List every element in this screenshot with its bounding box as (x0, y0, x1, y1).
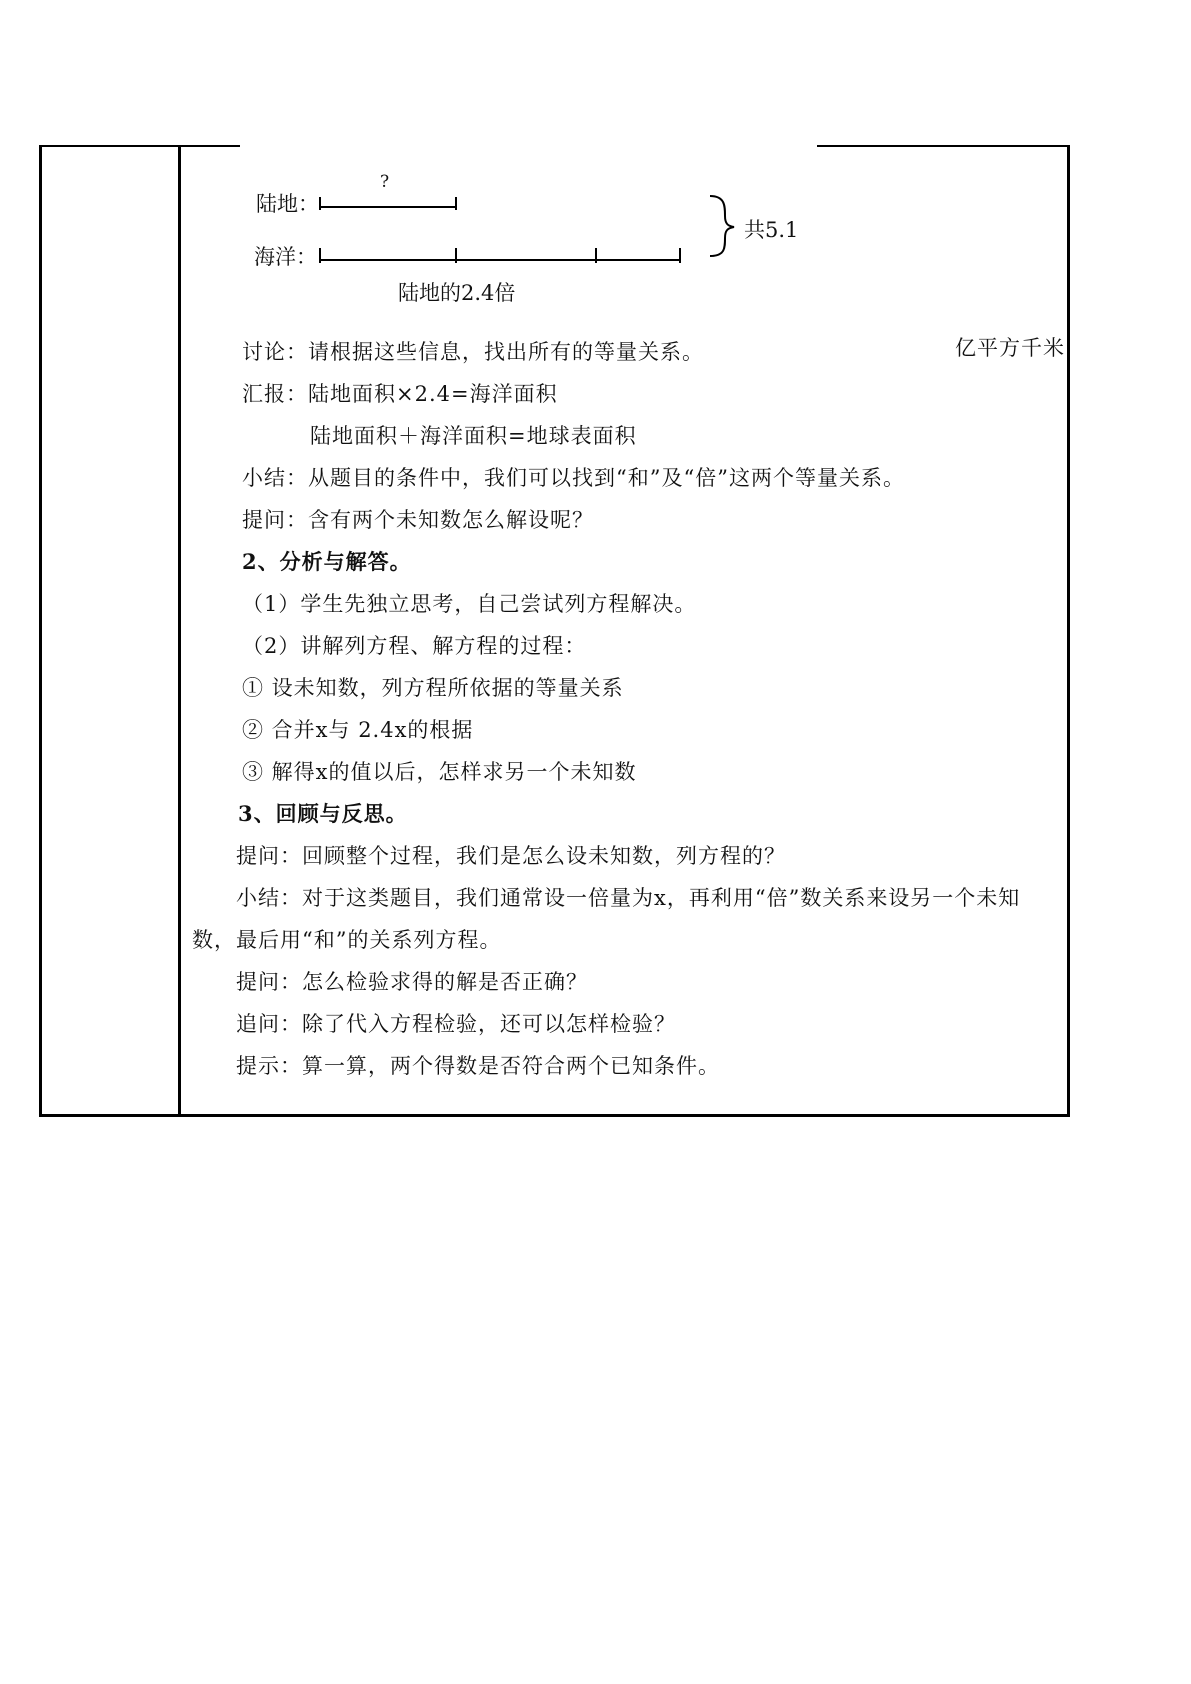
ocean-label: 海洋： (254, 245, 317, 269)
table-right-border (1067, 145, 1070, 1117)
table-left-border (39, 145, 42, 1117)
followup-line: 追问：除了代入方程检验，还可以怎样检验？ (236, 1012, 676, 1036)
discussion-line: 讨论：请根据这些信息，找出所有的等量关系。 (242, 340, 704, 364)
question-line-2: 提问：回顾整个过程，我们是怎么设未知数，列方程的？ (236, 844, 786, 868)
step-line-1: （1）学生先独立思考，自己尝试列方程解决。 (242, 592, 697, 616)
unknown-question-mark: ? (380, 172, 390, 192)
land-label: 陆地： (256, 192, 319, 216)
hint-line: 提示：算一算，两个得数是否符合两个已知条件。 (236, 1054, 720, 1078)
summary-line-2a: 小结：对于这类题目，我们通常设一倍量为x，再利用“倍”数关系来设另一个未知 (236, 886, 1021, 910)
table-top-border-left (40, 145, 240, 147)
point-line-2: ② 合并x与 2.4x的根据 (242, 718, 474, 742)
total-label: 共5.1 (744, 218, 799, 242)
report-line-2: 陆地面积＋海洋面积=地球表面积 (310, 424, 637, 448)
segment-lines (300, 180, 760, 280)
summary-line-2b: 数，最后用“和”的关系列方程。 (192, 928, 502, 952)
multiple-label: 陆地的2.4倍 (398, 281, 516, 305)
table-top-border-right (817, 145, 1070, 147)
point-line-3: ③ 解得x的值以后，怎样求另一个未知数 (242, 760, 637, 784)
step-line-2: （2）讲解列方程、解方程的过程： (242, 634, 587, 658)
table-bottom-border (39, 1114, 1070, 1117)
question-line-3: 提问：怎么检验求得的解是否正确？ (236, 970, 588, 994)
summary-line-1: 小结：从题目的条件中，我们可以找到“和”及“倍”这两个等量关系。 (242, 466, 905, 490)
unit-label: 亿平方千米 (955, 336, 1065, 360)
report-line-1: 汇报：陆地面积×2.4=海洋面积 (242, 382, 558, 406)
table-column-divider (178, 145, 181, 1117)
question-line-1: 提问：含有两个未知数怎么解设呢？ (242, 508, 594, 532)
section-heading-3: 3、回顾与反思。 (238, 801, 408, 826)
section-heading-2: 2、分析与解答。 (242, 549, 412, 574)
point-line-1: ① 设未知数，列方程所依据的等量关系 (242, 676, 624, 700)
total-brace (710, 196, 734, 256)
